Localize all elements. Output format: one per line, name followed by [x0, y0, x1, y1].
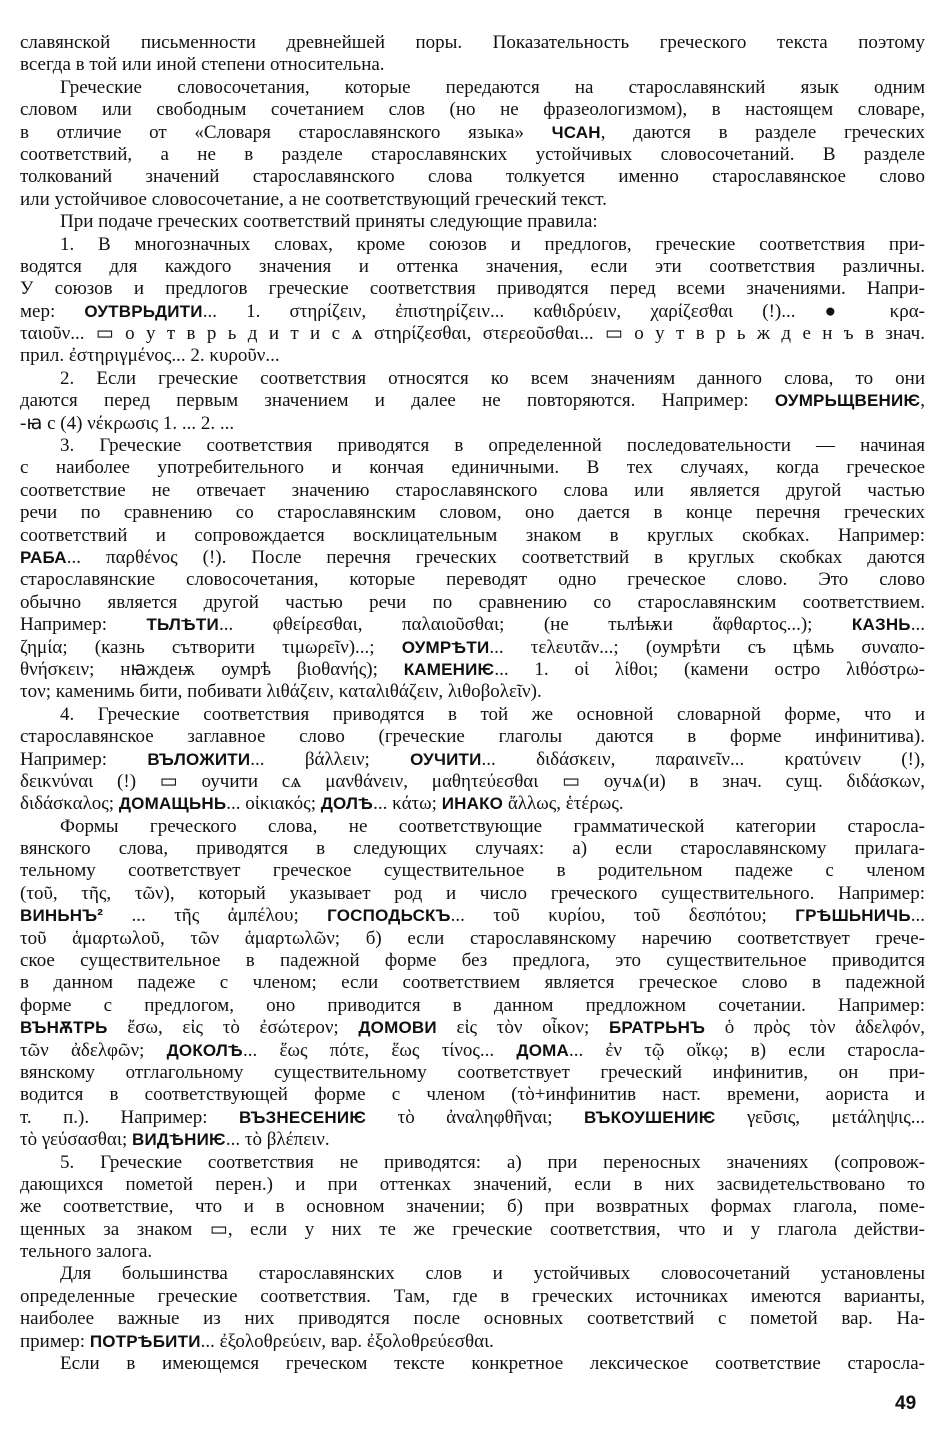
text-line: мер: ОУТВРЬДИТИ... 1. στηρίζειν, ἐπιστηρίζειν... καθιδρύειν, χαρίζεσθαι (!)... ● κρα-: [20, 300, 925, 322]
text-line: θνήσκειν; нꙗждеѭ оумрѣ βιοθανής); КАМЕНИѤ... 1. οἱ λίθοι; (камени остро λιθόστρω-: [20, 658, 925, 680]
headword: ВЪНѪТРЬ: [20, 1018, 108, 1038]
text-line: τῶν ἀδελφῶν; ДОКОЛѢ... ἕως πότε, ἕως τίνος... ДОМА... ἐν τῷ οἴκῳ; в) если старосла-: [20, 1039, 925, 1061]
text-line: пример: ПОТРѢБИТИ... ἐξολοθρεύειν, вар. ἐξολοθρεύεσθαι.: [20, 1330, 494, 1352]
text-line: словом или свободным сочетанием слов (но не фразеологизмом), в настоящем словаре,: [20, 99, 925, 121]
text-line: Греческие словосочетания, которые передаются на старославянский язык одним: [60, 76, 925, 98]
headword: ИНАКО: [441, 794, 504, 814]
headword: ВЪКОУШЕНИѤ: [584, 1107, 716, 1127]
text-line: славянской письменности древнейшей поры. Показательность греческого текста поэтому: [20, 32, 925, 53]
text-line: прил. ἐστηριγμένος... 2. κυροῦν...: [20, 345, 280, 367]
headword: ГРѢШЬНИЧЬ: [795, 906, 911, 926]
text-line: тельного залога.: [20, 1241, 153, 1263]
text-line: ВИНЬНЪ² ... τῆς ἀμπέλου; ГОСПОДЬСКЪ... τοῦ κυρίου, τοῦ δεσπότου; ГРѢШЬНИЧЬ...: [20, 905, 925, 927]
paragraph: [20, 1152, 925, 1264]
text-line: водятся для каждого значения и оттенка значения, если эти соответствия различны.: [20, 255, 925, 277]
page-number: 49: [895, 1393, 917, 1414]
text-line: Например: ТЬЛѢТИ... φθείρεσθαι, παλαιοῦσθαι; (не тьлѣѭи ἄφθαρτος...); КАЗНЬ...: [20, 614, 925, 636]
headword: ДОМА: [516, 1040, 569, 1060]
headword: ПОТРѢБИТИ: [89, 1331, 201, 1351]
text-line: διδάσκαλος; ДОМАЩЬНЬ... οἰκιακός; ДОЛѢ... κάτω; ИНАКО ἄλλως, ἑτέρως.: [20, 793, 624, 815]
text-line: речи по сравнению со старославянским словом, оно дается в конце перечня греческих: [20, 502, 925, 524]
text-line: Формы греческого слова, не соответствующие грамматической категории старосла-: [60, 815, 925, 837]
paragraph: [20, 704, 925, 816]
text-line: ζημία; (казнь сътворити τιμωρεῖν)...; ОУМРѢТИ... τελευτᾶν...; (оумрѣти съ цѣмь συναπο-: [20, 636, 925, 658]
headword: ВИНЬНЪ²: [20, 906, 104, 926]
text-line: форме с предлогом, оно приводится в данном предложном сочетании. Например:: [20, 994, 925, 1016]
text-line: тельному соответствует греческое существительное в родительном падеже с членом: [20, 860, 925, 882]
text-line: 5. Греческие соответствия не приводятся: а) при переносных значениях (сопровож-: [60, 1151, 925, 1173]
paragraph: [20, 368, 925, 435]
text-line: При подаче греческих соответствий приняты следующие правила:: [60, 211, 598, 233]
headword: ГОСПОДЬСКЪ: [327, 906, 451, 926]
text-line: щенных за знаком ▭, если у них те же греческие соответствия, что и у глагола действи-: [20, 1218, 925, 1240]
text-line: старославянское заглавное слово (греческие глаголы даются в форме инфинитива).: [20, 726, 925, 748]
paragraph: [20, 816, 925, 1152]
paragraph: [20, 211, 925, 233]
text-line: 3. Греческие соответствия приводятся в определенной последовательности — начиная: [60, 435, 925, 457]
text-line: 4. Греческие соответствия приводятся в той же основной словарной форме, что и: [60, 703, 925, 725]
text-line: наиболее важные из них приводятся после основных соответствий с пометой вар. На-: [20, 1308, 925, 1330]
text-line: всегда в той или иной степени относительна.: [20, 54, 385, 76]
headword: РАБА: [20, 547, 67, 567]
text-line: Например: ВЪЛОЖИТИ... βάλλειν; ОУЧИТИ... διδάσκειν, παραινεῖν... κρατύνειν (!),: [20, 748, 925, 770]
text-line: Если в имеющемся греческом тексте конкретное лексическое соответствие старосла-: [60, 1353, 925, 1375]
paragraph: [20, 32, 925, 77]
headword: ОУТВРЬДИТИ: [84, 301, 203, 321]
text-line: соответствий и сопровождается восклицательным знаком в круглых скобках. Например:: [20, 524, 925, 546]
text-line: определенные греческие соответствия. Там, где в греческих источниках имеются варианты,: [20, 1285, 925, 1307]
text-line: дающихся пометой перен.) и при оттенках значений, если в них засвидетельствовано то: [20, 1173, 925, 1195]
text-line: τον; каменимь бити, побивати λιθάζειν, καταλιθάζειν, λιθοβολεῖν).: [20, 681, 542, 703]
text-line: ταιοῦν... ▭ о у т в р ь д и т и с ѧ στηρίζεσθαι, στερεοῦσθαι... ▭ о у т в р ь ж д е н ъ в знач.: [20, 323, 925, 345]
text-line: соответствий, а не в разделе старославянских устойчивых словосочетаний. В разделе: [20, 143, 925, 165]
text-line: 2. Если греческие соответствия относятся ко всем значениям данного слова, то они: [60, 367, 925, 389]
text-line: старославянские словосочетания, которые переводят одно греческое слово. Это слово: [20, 569, 925, 591]
headword: ДОКОЛѢ: [166, 1040, 244, 1060]
headword: ДОМАЩЬНЬ: [118, 794, 227, 814]
paragraph: [20, 234, 925, 368]
headword: КАМЕНИѤ: [403, 659, 495, 679]
text-line: τοῦ ἁμαρτωλοῦ, τῶν ἁμαρτωλῶν; б) если старославянскому наречию соответствует грече-: [20, 927, 925, 949]
paragraph: [20, 1353, 925, 1375]
text-line: вянскому отглагольному существительному соответствует греческий инфинитив, он при-: [20, 1061, 925, 1083]
text-line: с наиболее употребительного и кончая единичными. В тех случаях, когда греческое: [20, 457, 925, 479]
text-line: же соответствие, что и в основном значении; б) при возвратных формах глагола, поме-: [20, 1196, 925, 1218]
headword: ВИДѢНИѤ: [131, 1130, 226, 1150]
headword: ЧСАН: [551, 122, 601, 142]
text-line: вянского слова, приводятся в следующих случаях: а) если старославянскому прилага-: [20, 838, 925, 860]
paragraph: [20, 435, 925, 704]
text-line: У союзов и предлогов греческие соответствия приводятся перед всеми значениями. Напри-: [20, 278, 925, 300]
text-line: -ꙗ с (4) νέκρωσις 1. ... 2. ...: [20, 412, 235, 434]
headword: БРАТРЬНЪ: [608, 1018, 706, 1038]
headword: ОУЧИТИ: [410, 749, 482, 769]
text-line: РАБА... παρθένος (!). После перечня греческих соответствий в круглых скобках даются: [20, 546, 925, 568]
paragraph: [20, 77, 925, 211]
headword: ВЪЗНЕСЕНИѤ: [238, 1107, 367, 1127]
text-line: τὸ γεύσασθαι; ВИДѢНИѤ... τὸ βλέπειν.: [20, 1129, 330, 1151]
paragraph: [20, 1263, 925, 1353]
headword: ОУМРѢТИ: [401, 637, 490, 657]
headword: ОУМРЬЩВЕНИѤ: [774, 391, 921, 411]
text-line: 1. В многозначных словах, кроме союзов и предлогов, греческие соответствия при-: [60, 233, 925, 255]
document-page: [20, 32, 925, 1375]
text-line: δεικνύναι (!) ▭ оучити сѧ μανθάνειν, μαθητεύεσθαι ▭ оучѧ(и) в знач. сущ. διδάσκων,: [20, 770, 925, 792]
headword: ТЬЛѢТИ: [146, 615, 219, 635]
headword: ДОМОВИ: [358, 1018, 437, 1038]
text-line: даются перед первым значением и далее не повторяются. Например: ОУМРЬЩВЕНИѤ,: [20, 390, 925, 412]
headword: ВЪЛОЖИТИ: [147, 749, 251, 769]
text-line: т. п.). Например: ВЪЗНЕСЕНИѤ τὸ ἀναληφθῆναι; ВЪКОУШЕНИѤ γεῦσις, μετάληψις...: [20, 1106, 925, 1128]
text-line: соответствие не отвечает значению старославянского слова или является другой частью: [20, 479, 925, 501]
text-line: в данном падеже с членом; если соответствием является греческое слово в падежной: [20, 972, 925, 994]
text-line: Для большинства старославянских слов и устойчивых словосочетаний установлены: [60, 1263, 925, 1285]
text-line: (τοῦ, τῆς, τῶν), который указывает род и число греческого существительного. Например:: [20, 882, 925, 904]
text-line: обычно является другой частью речи по сравнению со старославянским соответствием.: [20, 591, 925, 613]
text-line: в отличие от «Словаря старославянского языка» ЧСАН, даются в разделе греческих: [20, 121, 925, 143]
headword: ДОЛѢ: [320, 794, 374, 814]
text-line: толкований значений старославянского слова толкуется именно старославянское слово: [20, 166, 925, 188]
text-line: ское существительное в падежной форме без предлога, это существительное приводится: [20, 950, 925, 972]
text-line: или устойчивое словосочетание, а не соответствующий греческий текст.: [20, 188, 607, 210]
headword: КАЗНЬ: [851, 615, 911, 635]
text-line: ВЪНѪТРЬ ἔσω, εἰς τὸ ἐσώτερον; ДОМОВИ εἰς τὸν οἶκον; БРАТРЬНЪ ὁ πρὸς τὸν ἀδελφόν,: [20, 1017, 925, 1039]
text-line: водится в соответствующей форме с членом (τὸ+инфинитив наст. времени, аориста и: [20, 1084, 925, 1106]
